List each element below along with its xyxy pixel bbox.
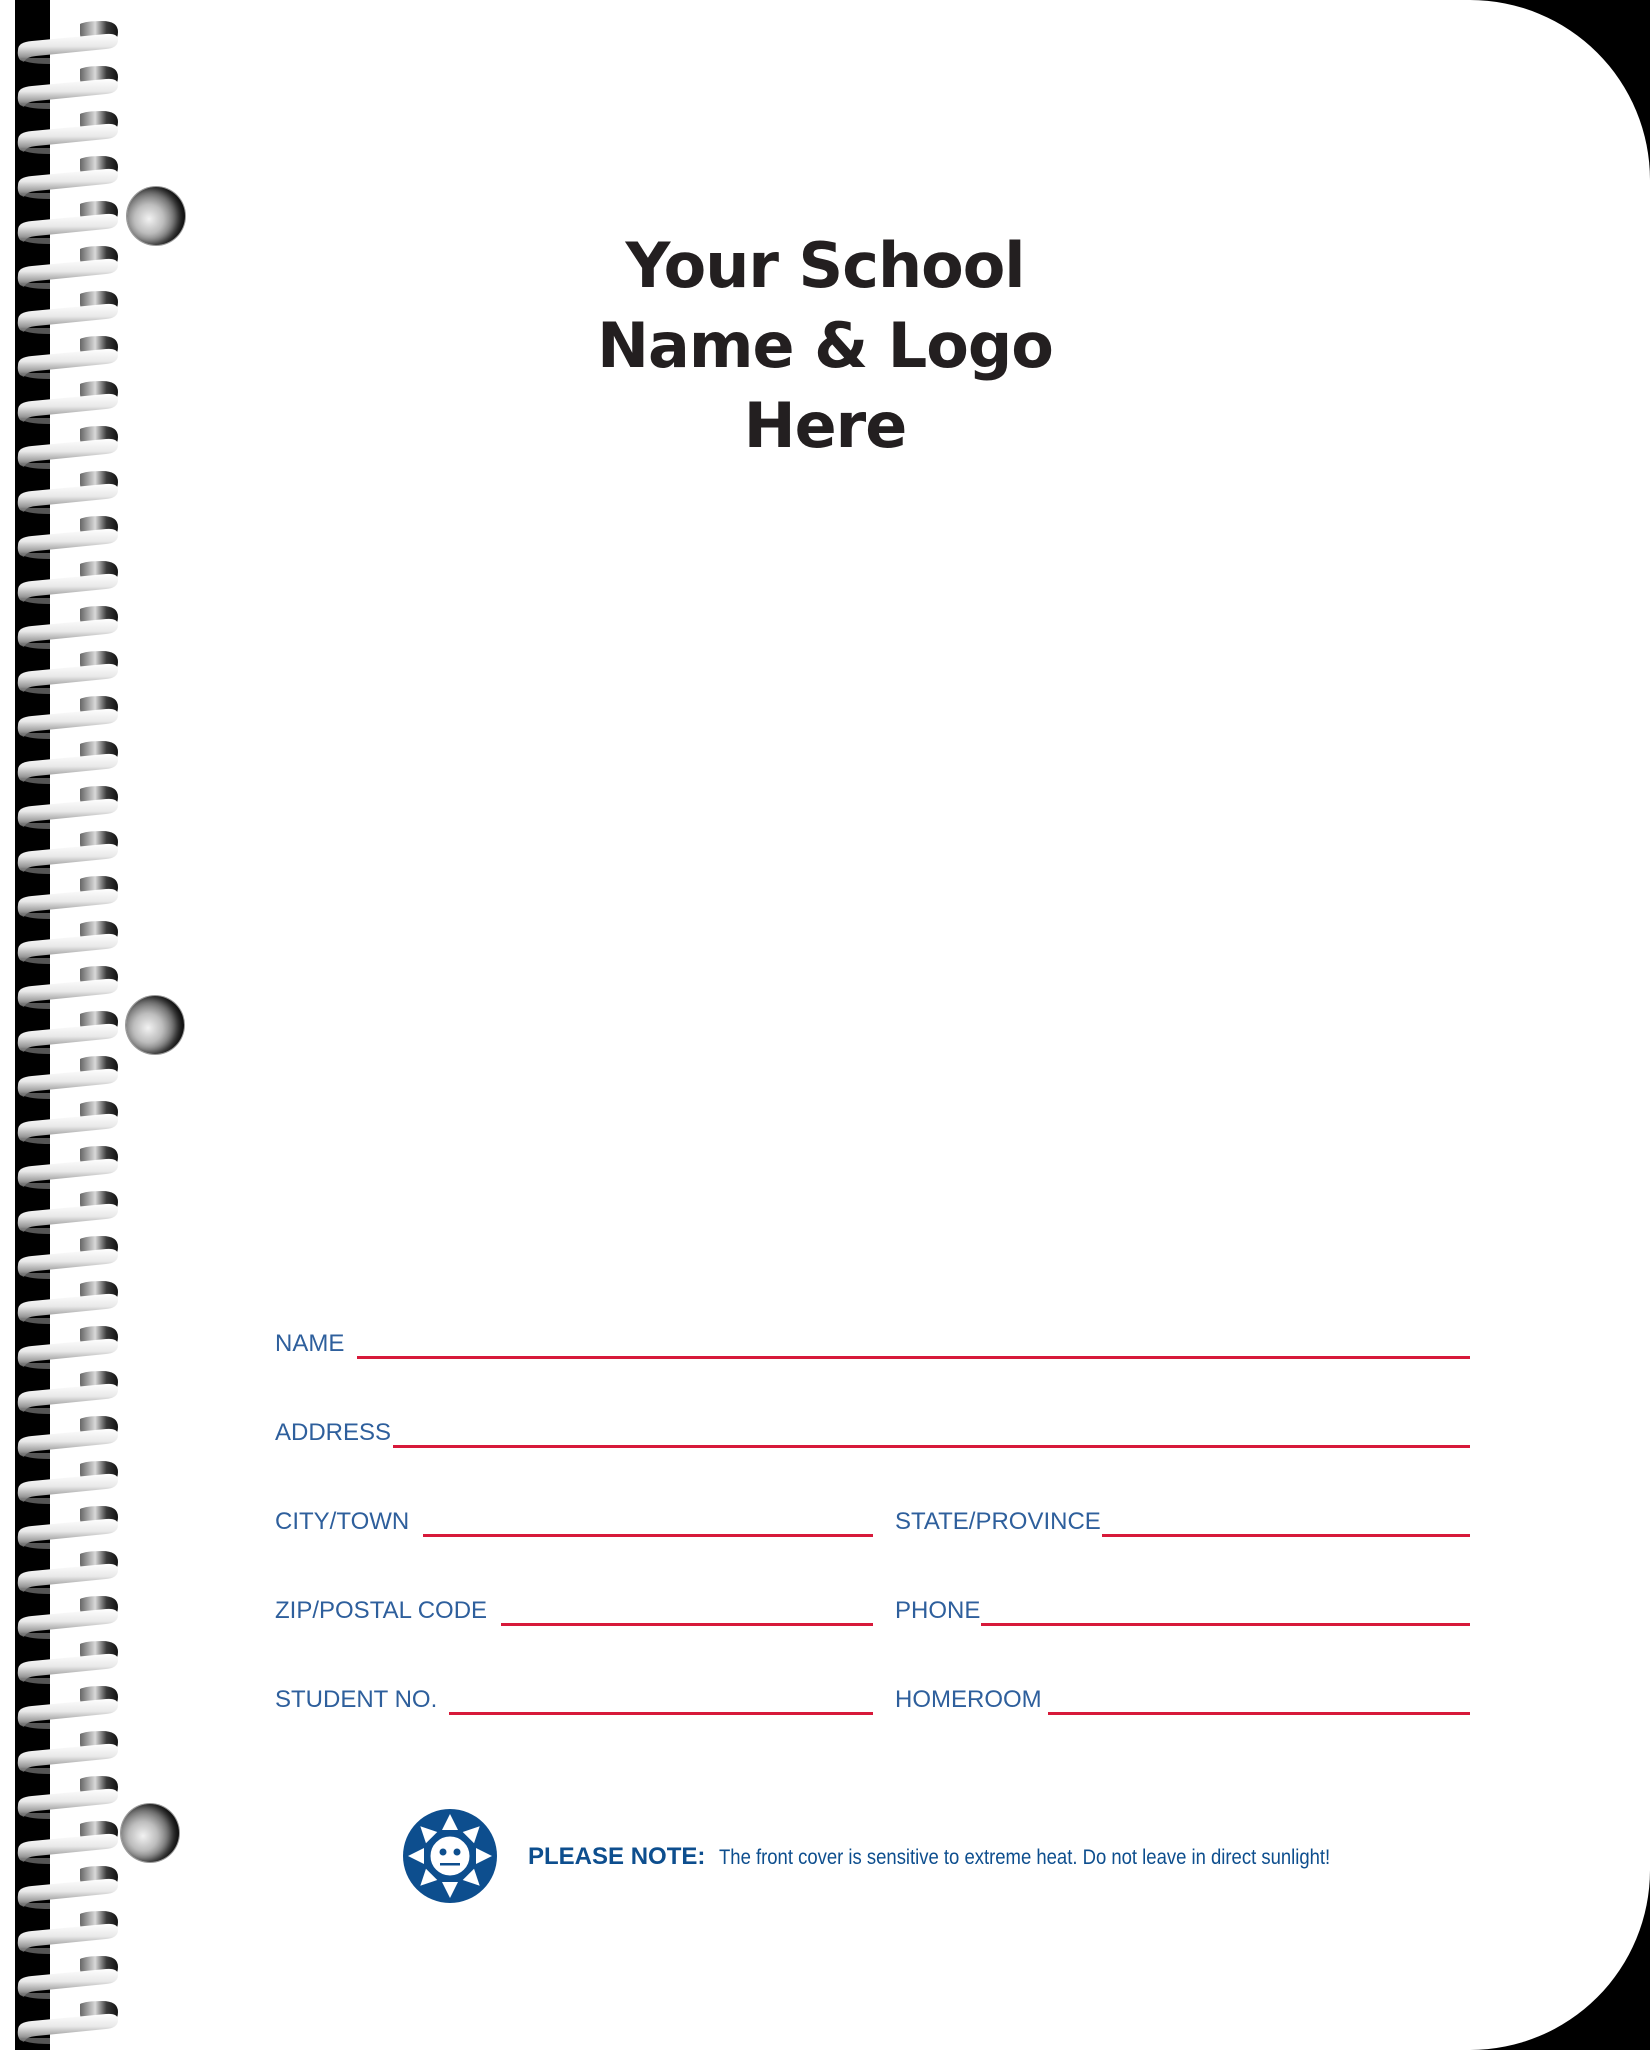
phone-line[interactable]	[981, 1623, 1470, 1626]
school-name-placeholder	[0, 226, 1650, 466]
student-no-field[interactable]	[275, 1682, 873, 1716]
phone-label: PHONE	[895, 1597, 981, 1624]
spiral-coil	[14, 830, 120, 874]
spiral-coil	[14, 965, 120, 1009]
binder-hole-bottom	[121, 1804, 179, 1862]
title-line-3: Here	[743, 389, 907, 462]
spiral-coil	[14, 1280, 120, 1324]
spiral-coil	[14, 1415, 120, 1459]
spiral-coil	[14, 1955, 120, 1999]
spiral-coil	[14, 740, 120, 784]
state-province-label: STATE/PROVINCE	[895, 1508, 1101, 1535]
phone-field[interactable]	[895, 1593, 1470, 1627]
spiral-coil	[14, 560, 120, 604]
city-town-line[interactable]	[423, 1534, 873, 1537]
spiral-coil	[14, 1910, 120, 1954]
spiral-coil	[14, 1190, 120, 1234]
spiral-coil	[14, 1325, 120, 1369]
student-no-line[interactable]	[449, 1712, 873, 1715]
spiral-coil	[14, 1145, 120, 1189]
spiral-coil	[14, 65, 120, 109]
spiral-coil	[14, 1640, 120, 1684]
spiral-coil	[14, 1775, 120, 1819]
name-label: NAME	[275, 1330, 345, 1357]
spiral-coil	[14, 1010, 120, 1054]
spiral-coil	[14, 1100, 120, 1144]
spiral-coil	[14, 1820, 120, 1864]
note-title: PLEASE NOTE:	[528, 1843, 706, 1870]
spiral-coil	[14, 2000, 120, 2044]
zip-postal-code-line[interactable]	[501, 1623, 873, 1626]
spiral-coil	[14, 1505, 120, 1549]
spiral-coil	[14, 1685, 120, 1729]
heat-warning-note	[528, 1843, 1414, 1871]
sun-face-icon	[402, 1808, 498, 1904]
spiral-coil	[14, 785, 120, 829]
city-town-field[interactable]	[275, 1504, 873, 1538]
city-town-label: CITY/TOWN	[275, 1508, 410, 1535]
state-province-line[interactable]	[1102, 1534, 1470, 1537]
spiral-coil	[14, 1550, 120, 1594]
note-text: The front cover is sensitive to extreme heat. Do not leave in direct sunlight!	[719, 1846, 1331, 1869]
spiral-coil	[14, 20, 120, 64]
homeroom-label: HOMEROOM	[895, 1686, 1042, 1713]
spiral-coil	[14, 650, 120, 694]
spiral-coil	[14, 155, 120, 199]
spiral-coil	[14, 1370, 120, 1414]
spiral-coil	[14, 695, 120, 739]
spiral-coil	[14, 515, 120, 559]
spiral-coil	[14, 1460, 120, 1504]
state-province-field[interactable]	[895, 1504, 1470, 1538]
zip-postal-code-field[interactable]	[275, 1593, 873, 1627]
zip-postal-code-label: ZIP/POSTAL CODE	[275, 1597, 488, 1624]
binder-hole-middle	[126, 996, 184, 1054]
spiral-coil	[14, 1595, 120, 1639]
address-field[interactable]	[275, 1415, 1470, 1449]
homeroom-field[interactable]	[895, 1682, 1470, 1716]
address-line[interactable]	[393, 1445, 1470, 1448]
spiral-coil	[14, 1865, 120, 1909]
spiral-coil	[14, 875, 120, 919]
spiral-coil	[14, 470, 120, 514]
title-line-1: Your School	[625, 229, 1025, 302]
spiral-coil	[14, 1235, 120, 1279]
spiral-coil	[14, 110, 120, 154]
student-no-label: STUDENT NO.	[275, 1686, 438, 1713]
name-field[interactable]	[275, 1326, 1470, 1360]
name-line[interactable]	[357, 1356, 1470, 1359]
spiral-coil	[14, 605, 120, 649]
spiral-coil	[14, 1730, 120, 1774]
spiral-coil	[14, 1055, 120, 1099]
title-line-2: Name & Logo	[597, 309, 1053, 382]
spiral-coil	[14, 920, 120, 964]
address-label: ADDRESS	[275, 1419, 392, 1446]
homeroom-line[interactable]	[1048, 1712, 1470, 1715]
